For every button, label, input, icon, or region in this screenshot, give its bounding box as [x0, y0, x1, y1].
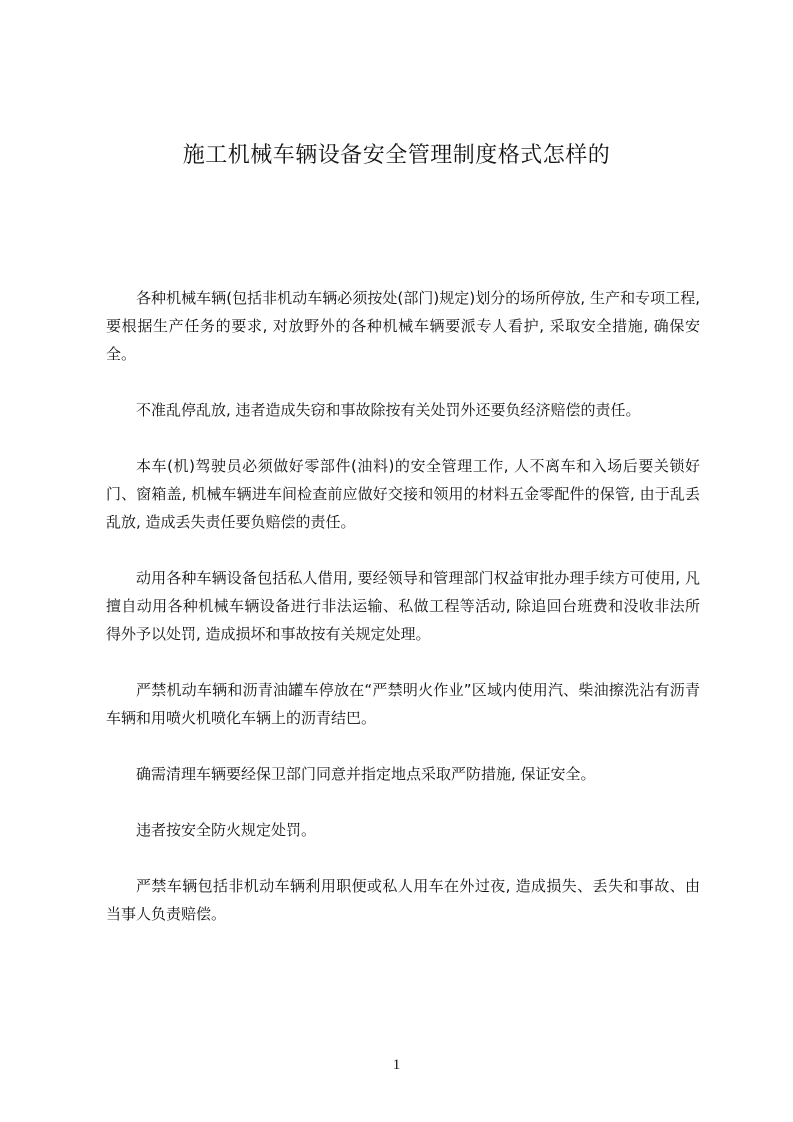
paragraph-no-random-parking: 不准乱停乱放, 违者造成失窃和事故除按有关处罚外还要负经济赔偿的责任。 — [136, 401, 641, 419]
paragraph-violation-penalty: 违者按安全防火规定处罚。 — [136, 821, 317, 839]
page-title: 施工机械车辆设备安全管理制度格式怎样的 — [182, 143, 611, 168]
document-body — [106, 284, 700, 956]
page-number: 1 — [392, 1057, 401, 1073]
paragraph-driver-responsibility: 本车(机)驾驶员必须做好零部件(油料)的安全管理工作, 人不离车和入场后要关锁好门、窗箱盖, 机械车辆进车间检查前应做好交接和领用的材料五金零配件的保管, 由于乱丢乱放, 造成丢失责任要负赔偿的责任。 — [106, 457, 700, 531]
paragraph-vehicle-usage-approval: 动用各种车辆设备包括私人借用, 要经领导和管理部门权益审批办理手续方可使用, 凡擅自动用各种机械车辆设备进行非法运输、私做工程等活动, 除追回台班费和没收非法所得外予以处罚, 造成损坏和事故按有关规定处理。 — [106, 569, 700, 643]
paragraph-overnight-prohibition: 严禁车辆包括非机动车辆利用职便或私人用车在外过夜, 造成损失、丢失和事故、由当事人负责赔偿。 — [106, 877, 700, 923]
paragraph-parking-rules: 各种机械车辆(包括非机动车辆必须按处(部门)规定)划分的场所停放, 生产和专项工程, 要根据生产任务的要求, 对放野外的各种机械车辆要派专人看护, 采取安全措施, 确保安全。 — [106, 289, 700, 363]
paragraph-cleaning-approval: 确需清理车辆要经保卫部门同意并指定地点采取严防措施, 保证安全。 — [136, 765, 596, 783]
paragraph-fire-zone-rules: 严禁机动车辆和沥青油罐车停放在“严禁明火作业”区域内使用汽、柴油擦洗沾有沥青车辆和用喷火机喷化车辆上的沥青结巴。 — [106, 681, 700, 727]
